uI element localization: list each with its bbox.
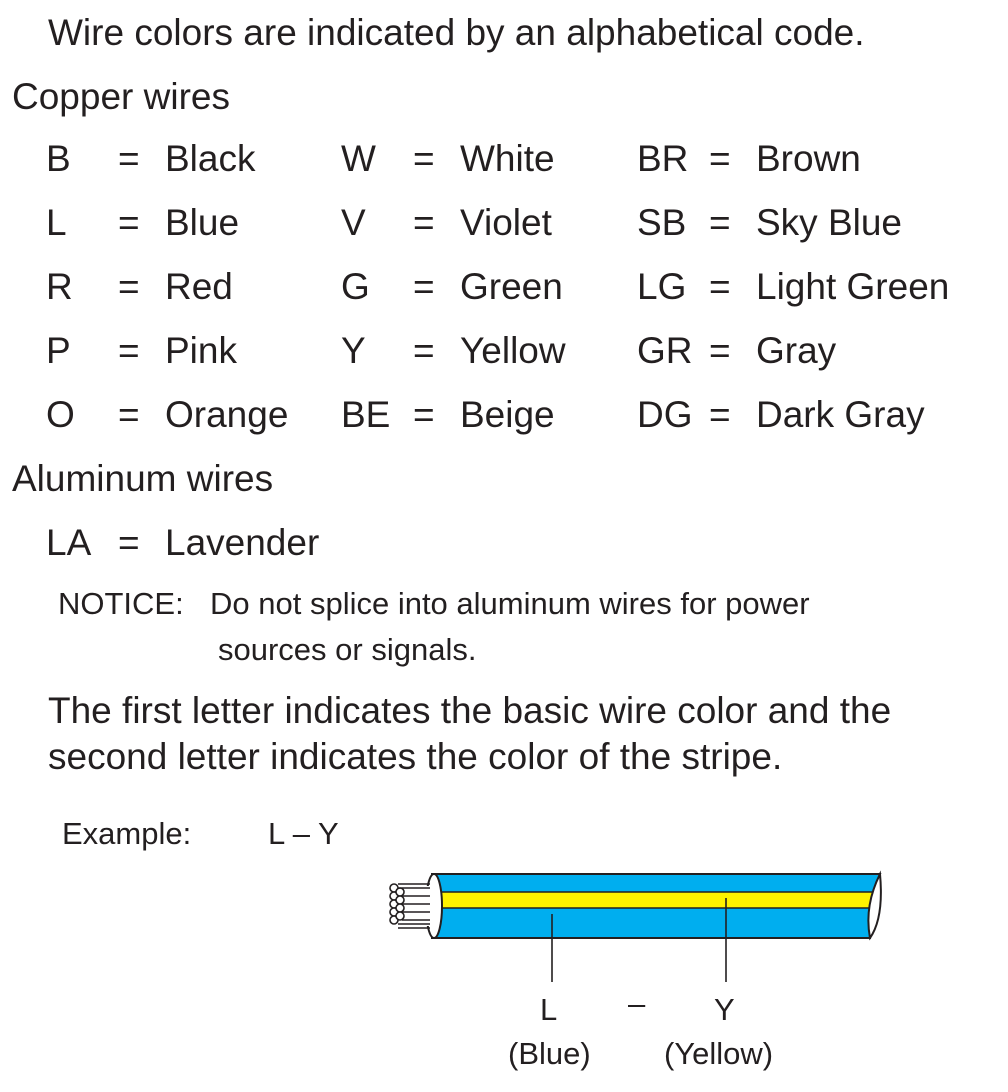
color-name: Light Green (756, 266, 950, 307)
color-name: Black (165, 138, 256, 179)
explanation-line1: The first letter indicates the basic wire color and the (48, 690, 892, 731)
aluminum-heading: Aluminum wires (12, 458, 274, 499)
color-code: P (46, 330, 71, 371)
equals-sign: = (118, 202, 140, 243)
color-code: SB (637, 202, 687, 243)
copper-code-row (0, 396, 1008, 440)
legend-base-name: (Blue) (508, 1036, 591, 1071)
equals-sign: = (709, 202, 731, 243)
aluminum-code-row (0, 524, 1008, 568)
color-code: BR (637, 138, 689, 179)
copper-code-row (0, 140, 1008, 184)
equals-sign: = (709, 138, 731, 179)
notice-label: NOTICE: (58, 586, 184, 621)
color-name: Red (165, 266, 233, 307)
aluminum-color-name: Lavender (165, 522, 320, 563)
color-name: Violet (460, 202, 552, 243)
equals-sign: = (413, 394, 435, 435)
color-code: G (341, 266, 370, 307)
color-name: Sky Blue (756, 202, 903, 243)
color-name: Gray (756, 330, 837, 371)
equals-sign: = (413, 330, 435, 371)
equals-sign: = (709, 266, 731, 307)
legend-base-letter: L (540, 992, 558, 1027)
color-name: Brown (756, 138, 861, 179)
color-name: Beige (460, 394, 555, 435)
color-name: Green (460, 266, 563, 307)
color-name: White (460, 138, 555, 179)
equals-sign: = (413, 138, 435, 179)
copper-heading: Copper wires (12, 76, 230, 117)
color-code: DG (637, 394, 693, 435)
notice-text-line2: sources or signals. (218, 632, 477, 667)
color-code: GR (637, 330, 693, 371)
color-name: Blue (165, 202, 240, 243)
color-name: Pink (165, 330, 237, 371)
color-code: Y (341, 330, 366, 371)
aluminum-code: LA (46, 522, 92, 563)
color-code: BE (341, 394, 391, 435)
equals-sign: = (118, 266, 140, 307)
legend-dash: – (628, 986, 646, 1021)
copper-code-row (0, 332, 1008, 376)
color-name: Yellow (460, 330, 566, 371)
color-code: LG (637, 266, 687, 307)
intro-text: Wire colors are indicated by an alphabetical code. (48, 12, 865, 53)
example-code: L – Y (268, 816, 339, 851)
example-label: Example: (62, 816, 192, 851)
color-name: Dark Gray (756, 394, 925, 435)
color-code: B (46, 138, 71, 179)
color-code: V (341, 202, 366, 243)
color-code: O (46, 394, 75, 435)
color-code: L (46, 202, 67, 243)
equals-sign: = (118, 394, 140, 435)
legend-stripe-name: (Yellow) (664, 1036, 774, 1071)
notice-text-line1: Do not splice into aluminum wires for power (210, 586, 810, 621)
color-code: W (341, 138, 376, 179)
aluminum-equals: = (118, 522, 140, 563)
equals-sign: = (413, 266, 435, 307)
color-code: R (46, 266, 73, 307)
wire-conductor-strands (390, 884, 432, 928)
color-name: Orange (165, 394, 289, 435)
equals-sign: = (413, 202, 435, 243)
equals-sign: = (709, 330, 731, 371)
equals-sign: = (709, 394, 731, 435)
equals-sign: = (118, 330, 140, 371)
explanation-line2: second letter indicates the color of the stripe. (48, 736, 783, 777)
wire-stripe-yellow (434, 892, 874, 908)
copper-code-row (0, 268, 1008, 312)
legend-stripe-letter: Y (714, 992, 735, 1027)
wire-illustration (380, 860, 900, 990)
equals-sign: = (118, 138, 140, 179)
copper-code-row (0, 204, 1008, 248)
